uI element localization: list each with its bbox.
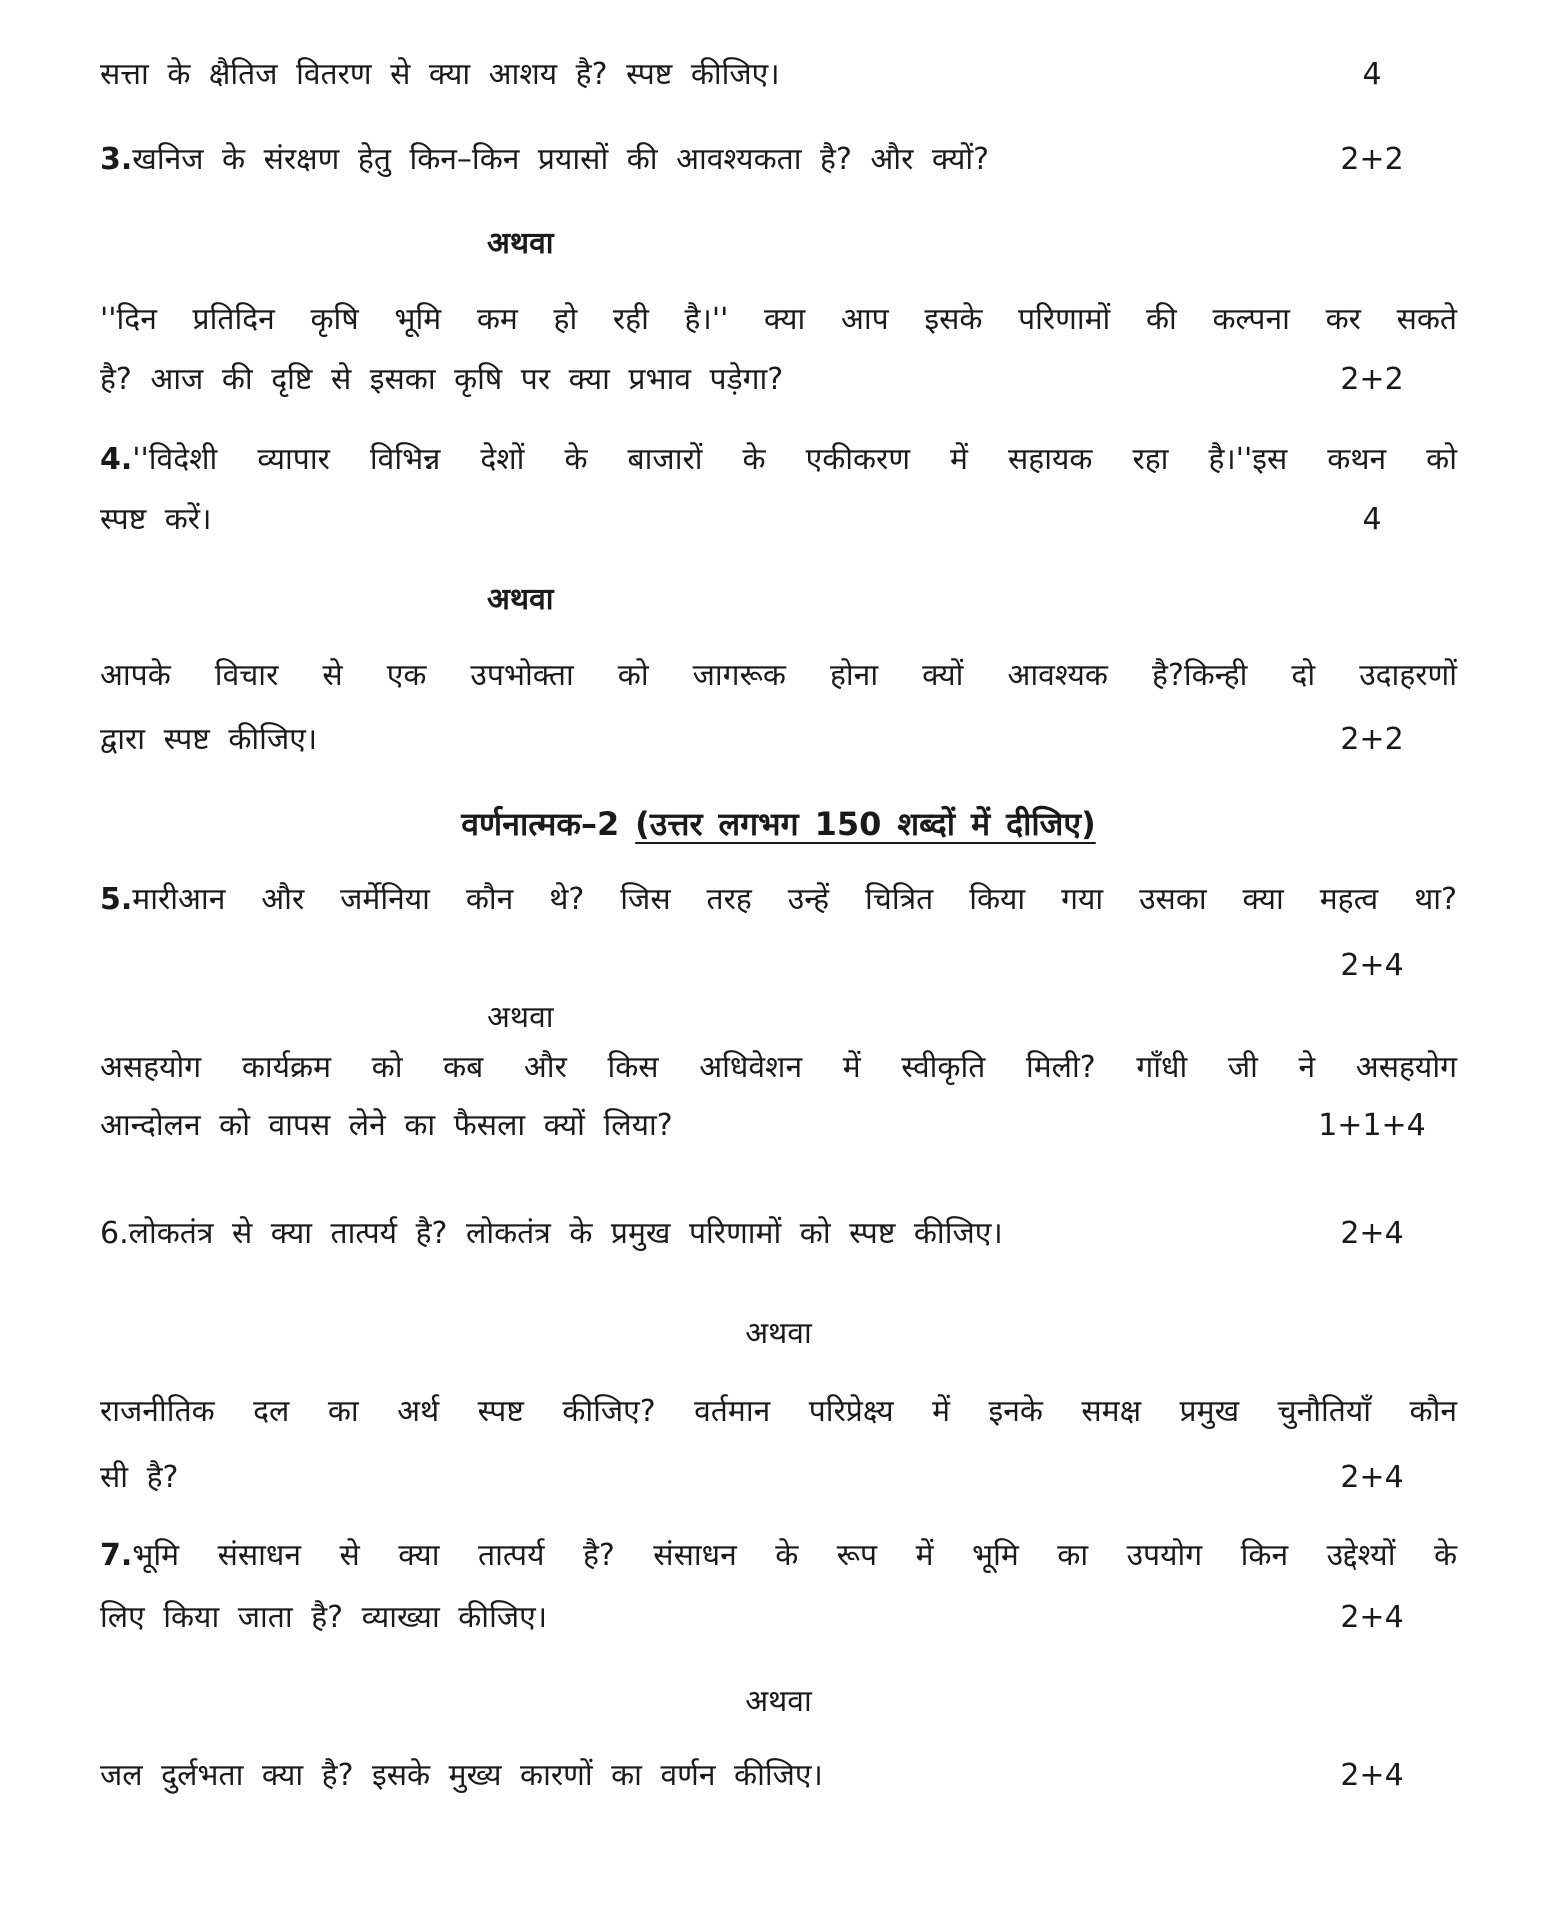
question-text: सी है? — [100, 1460, 179, 1495]
question-number: 3. — [100, 142, 133, 177]
question-marks: 4 — [1362, 502, 1382, 537]
question-text: जल दुर्लभता क्या है? इसके मुख्य कारणों का वर्णन कीजिए। — [100, 1758, 823, 1793]
question-line — [0, 500, 1547, 540]
question-text: आन्दोलन को वापस लेने का फैसला क्यों लिया? — [100, 1108, 673, 1143]
question-line — [0, 1536, 1547, 1576]
or-separator: अथवा — [487, 226, 554, 261]
question-text: भूमि संसाधन से क्या तात्पर्य है? संसाधन के रूप में भूमि का उपयोग किन उद्देश्यों के — [132, 1538, 1457, 1573]
or-separator: अथवा — [745, 1684, 812, 1719]
question-line — [0, 1214, 1547, 1254]
marks-line — [0, 946, 1547, 986]
question-line — [0, 1106, 1547, 1146]
question-number: 5. — [100, 882, 133, 917]
question-line — [0, 1458, 1547, 1498]
question-line — [0, 1392, 1547, 1432]
question-text: लिए किया जाता है? व्याख्या कीजिए। — [100, 1600, 548, 1635]
question-line — [0, 1048, 1547, 1088]
question-text: है? आज की दृष्टि से इसका कृषि पर क्या प्रभाव पड़ेगा? — [100, 362, 784, 397]
question-line — [0, 1598, 1547, 1638]
question-marks: 2+4 — [1340, 1216, 1404, 1251]
question-text: द्वारा स्पष्ट कीजिए। — [100, 722, 318, 757]
question-marks: 2+4 — [1340, 1758, 1404, 1793]
question-line — [0, 656, 1547, 696]
question-number: 6. — [100, 1216, 129, 1251]
or-separator: अथवा — [487, 582, 554, 617]
question-marks: 2+4 — [1340, 1460, 1404, 1495]
question-text: ''विदेशी व्यापार विभिन्न देशों के बाजारों के एकीकरण में सहायक रहा है।''इस कथन को — [132, 442, 1457, 477]
question-text: स्पष्ट करें। — [100, 502, 212, 537]
question-marks: 1+1+4 — [1318, 1108, 1426, 1143]
question-text: आपके विचार से एक उपभोक्ता को जागरूक होना क्यों आवश्यक है?किन्ही दो उदाहरणों — [100, 658, 1457, 693]
or-separator: अथवा — [745, 1316, 812, 1351]
question-text: खनिज के संरक्षण हेतु किन–किन प्रयासों की आवश्यकता है? और क्यों? — [132, 142, 990, 177]
question-line — [0, 1756, 1547, 1796]
question-marks: 2+4 — [1340, 948, 1404, 983]
section-heading-title: वर्णनात्मक–2 — [461, 805, 620, 843]
section-heading-note: (उत्तर लगभग 150 शब्दों में दीजिए) — [635, 805, 1096, 843]
question-line — [0, 880, 1547, 920]
question-number: 7. — [100, 1538, 133, 1573]
question-line — [0, 720, 1547, 760]
question-line — [0, 55, 1547, 95]
question-marks: 2+2 — [1340, 722, 1404, 757]
question-text: लोकतंत्र से क्या तात्पर्य है? लोकतंत्र के प्रमुख परिणामों को स्पष्ट कीजिए। — [128, 1216, 1003, 1251]
question-marks: 2+2 — [1340, 142, 1404, 177]
or-separator: अथवा — [487, 1000, 554, 1035]
question-line — [0, 360, 1547, 400]
question-marks: 4 — [1362, 57, 1382, 92]
question-marks: 2+2 — [1340, 362, 1404, 397]
question-text: सत्ता के क्षैतिज वितरण से क्या आशय है? स्पष्ट कीजिए। — [100, 57, 780, 92]
question-number: 4. — [100, 442, 133, 477]
question-text: ''दिन प्रतिदिन कृषि भूमि कम हो रही है।'' क्या आप इसके परिणामों की कल्पना कर सकते — [100, 302, 1457, 337]
question-marks: 2+4 — [1340, 1600, 1404, 1635]
question-line — [0, 140, 1547, 180]
question-text: राजनीतिक दल का अर्थ स्पष्ट कीजिए? वर्तमान परिप्रेक्ष्य में इनके समक्ष प्रमुख चुनौतियाँ कौन — [100, 1394, 1457, 1429]
question-text: मारीआन और जर्मेनिया कौन थे? जिस तरह उन्हें चित्रित किया गया उसका क्या महत्व था? — [132, 882, 1457, 917]
question-line — [0, 440, 1547, 480]
question-text: असहयोग कार्यक्रम को कब और किस अधिवेशन में स्वीकृति मिली? गाँधी जी ने असहयोग — [100, 1050, 1457, 1085]
question-line — [0, 300, 1547, 340]
section-heading — [0, 800, 1547, 848]
